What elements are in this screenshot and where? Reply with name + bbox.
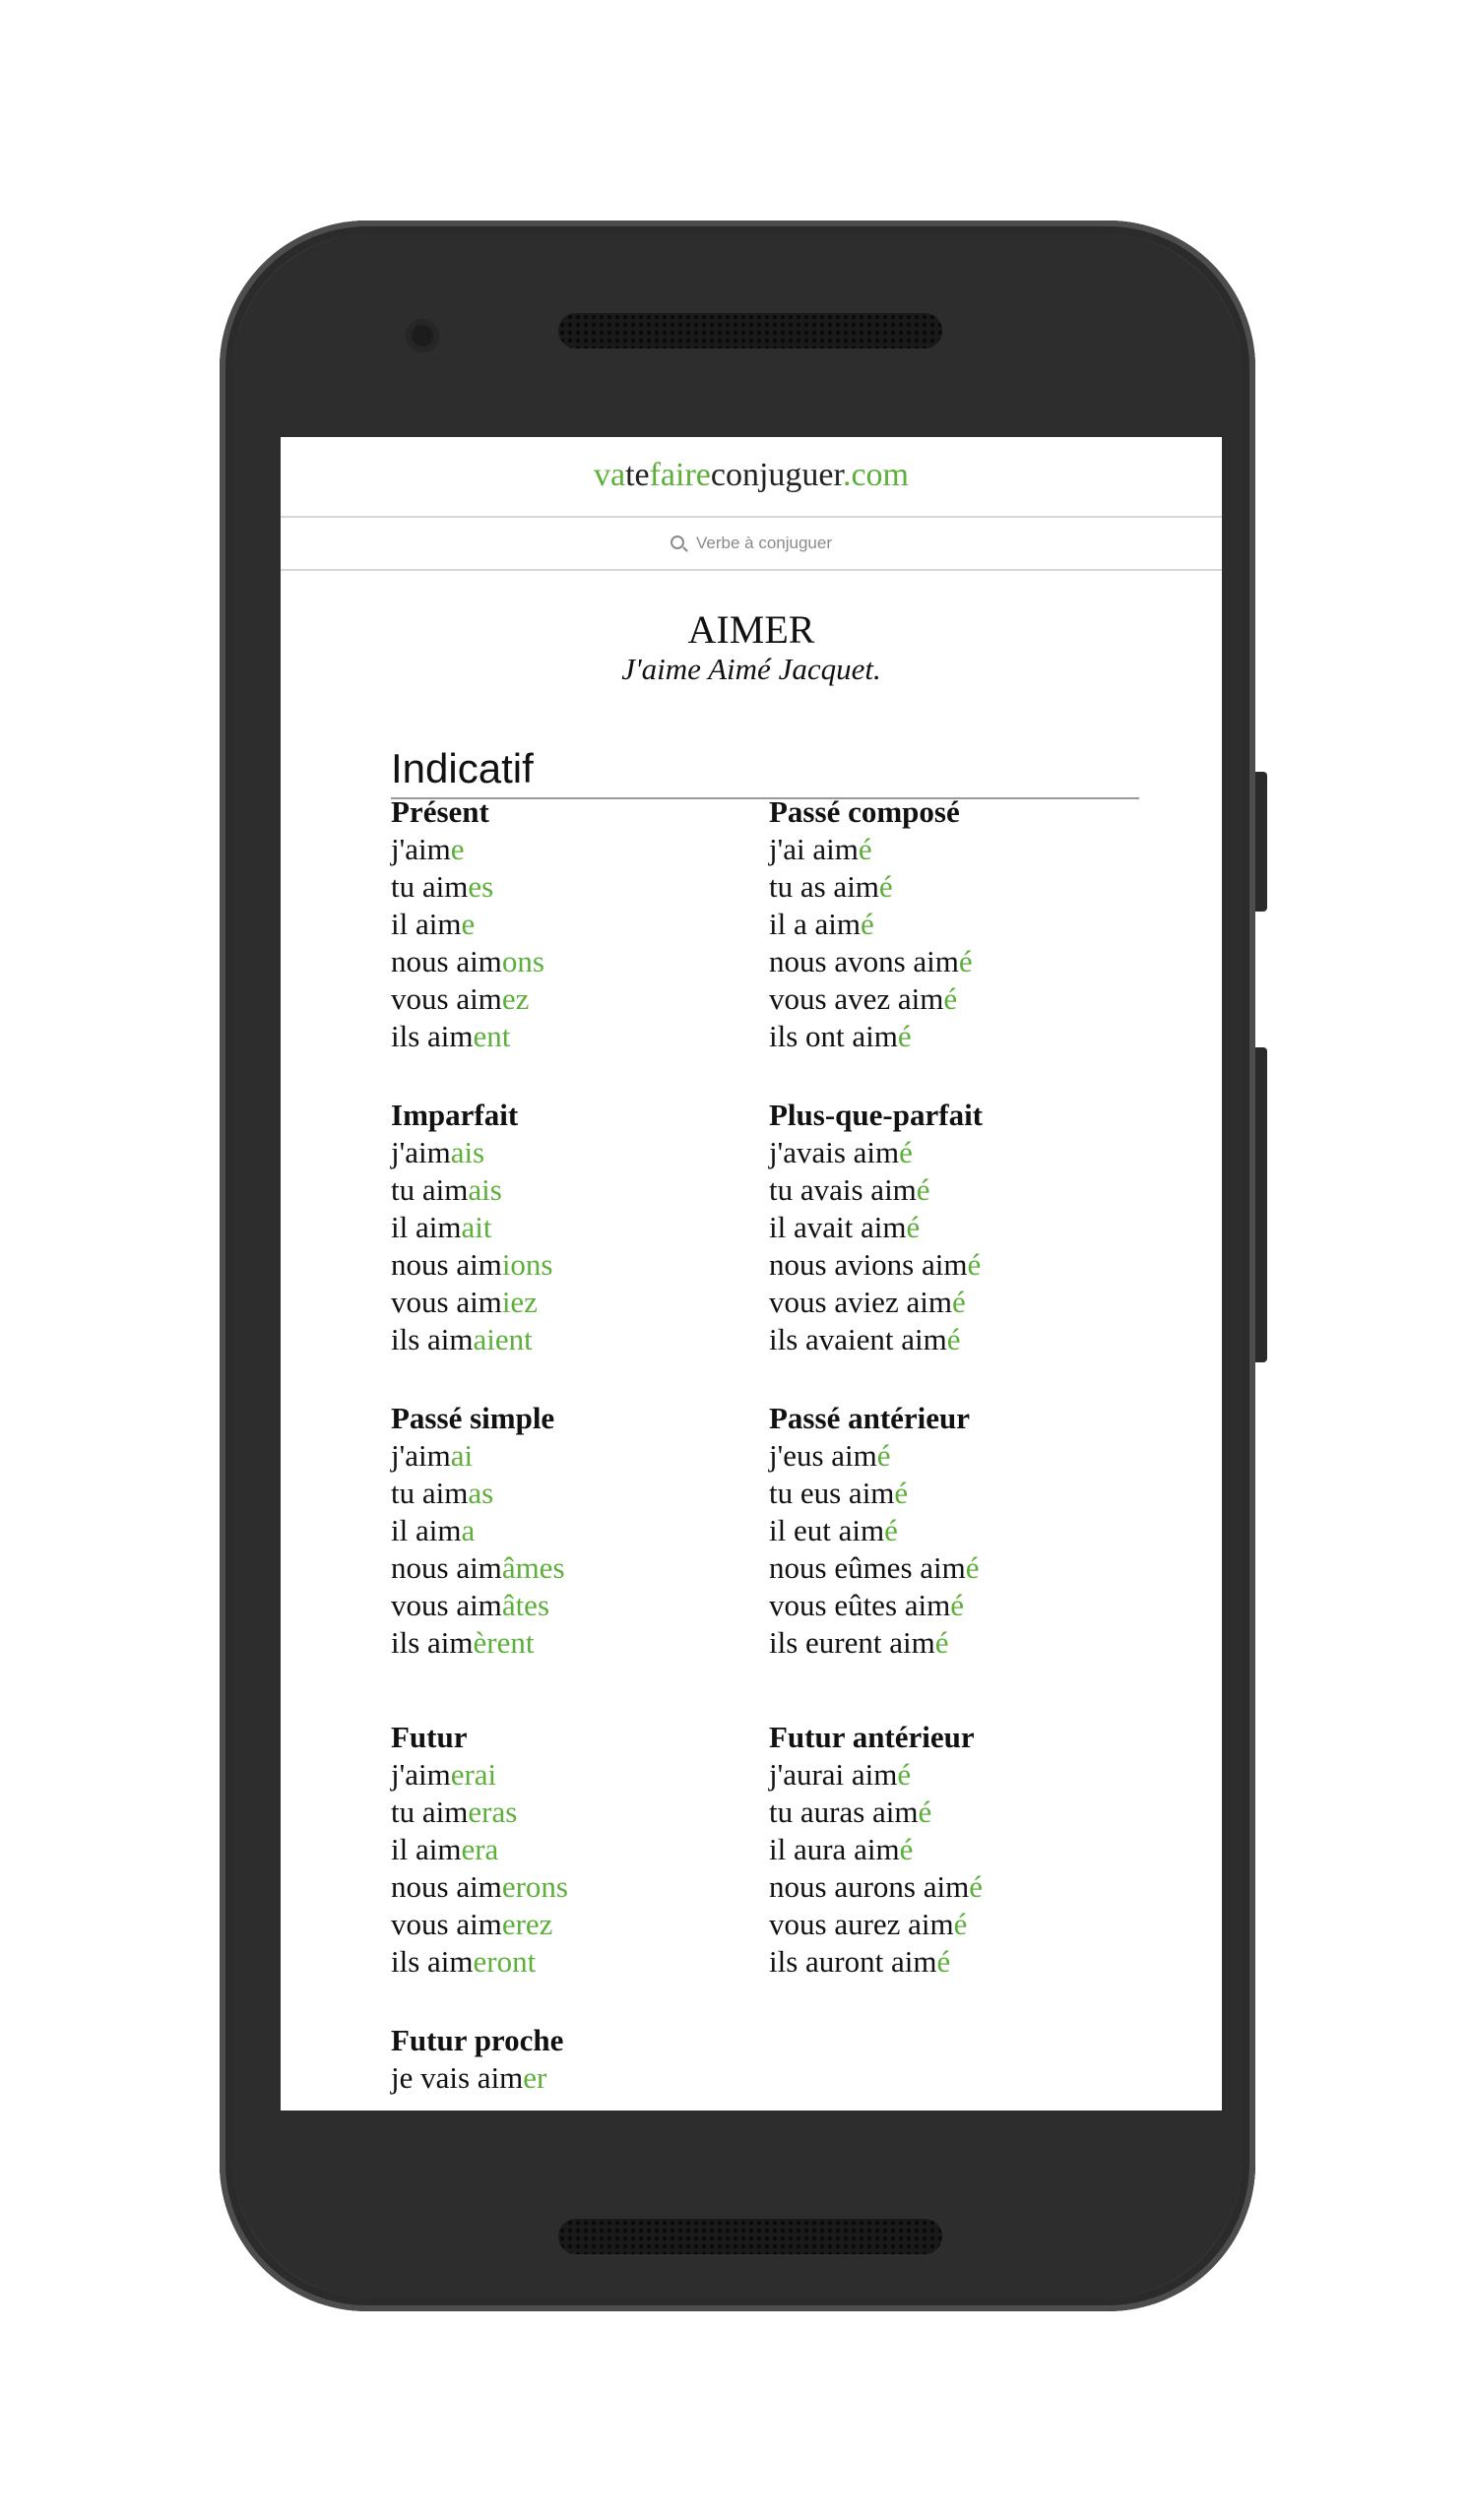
verb-stem: nous aurons aim <box>769 1869 970 1904</box>
conjugation-row <box>391 831 544 868</box>
conjugation-row <box>391 868 544 906</box>
verb-stem: je vais aim <box>391 2060 524 2095</box>
verb-stem: il avait aim <box>769 1210 907 1244</box>
verb-ending: aient <box>473 1322 533 1356</box>
conjugation-row <box>769 1624 980 1662</box>
verb-ending: e <box>461 907 476 941</box>
tense-block <box>391 1097 553 1358</box>
verb-stem: j'aim <box>391 1757 451 1792</box>
verb-stem: vous avez aim <box>769 981 944 1016</box>
verb-stem: nous aim <box>391 1247 502 1282</box>
verb-ending: ait <box>461 1210 492 1244</box>
conjugation-row <box>769 1321 983 1358</box>
tense-name: Passé antérieur <box>769 1401 971 1435</box>
tense-name: Futur proche <box>391 2023 564 2057</box>
verb-ending: eras <box>468 1795 518 1829</box>
verb-stem: tu aim <box>391 869 469 904</box>
conjugation-row <box>769 1209 983 1246</box>
verb-stem: vous aim <box>391 981 502 1016</box>
verb-stem: nous avions aim <box>769 1247 968 1282</box>
verb-ending: é <box>858 832 872 866</box>
verb-ending: é <box>894 1476 909 1510</box>
verb-ending: e <box>450 832 465 866</box>
verb-ending: é <box>897 1757 912 1792</box>
conjugation-row <box>769 1756 983 1794</box>
bottom-speaker <box>558 2219 942 2254</box>
verb-stem: j'ai aim <box>769 832 859 866</box>
verb-stem: nous eûmes aim <box>769 1550 966 1585</box>
verb-ending: ons <box>501 944 544 978</box>
conjugation-row <box>391 1624 565 1662</box>
verb-ending: ions <box>501 1247 553 1282</box>
conjugation-row <box>391 906 544 943</box>
conjugation-row <box>769 831 973 868</box>
conjugation-row <box>391 1284 553 1321</box>
verb-stem: tu eus aim <box>769 1476 895 1510</box>
verb-ending: ez <box>501 981 530 1016</box>
verb-stem: ils avaient aim <box>769 1322 947 1356</box>
verb-ending: a <box>461 1513 476 1547</box>
phone-frame <box>220 220 1255 2311</box>
conjugation-row <box>391 1171 553 1209</box>
verb-ending: èrent <box>473 1625 535 1660</box>
tense-block <box>769 1400 980 1662</box>
tense-name: Futur antérieur <box>769 1720 975 1754</box>
verb-ending: é <box>950 1588 965 1622</box>
verb-stem: tu aim <box>391 1476 469 1510</box>
verb-stem: vous aim <box>391 1285 502 1319</box>
verb-ending: é <box>878 869 893 904</box>
conjugation-row <box>391 1134 553 1171</box>
verb-stem: j'aim <box>391 1135 451 1169</box>
conjugation-row <box>769 1794 983 1831</box>
search-input[interactable] <box>281 518 1222 571</box>
verb-ending: erons <box>501 1869 568 1904</box>
verb-stem: tu aim <box>391 1795 469 1829</box>
tense-name: Présent <box>391 794 489 829</box>
tense-block <box>769 1719 983 1981</box>
logo-part: .com <box>842 457 910 493</box>
verb-ending: é <box>969 1869 983 1904</box>
conjugation-row <box>391 1549 565 1587</box>
tense-block <box>769 793 973 1055</box>
tense-name: Passé simple <box>391 1401 555 1435</box>
verb-stem: vous eûtes aim <box>769 1588 951 1622</box>
conjugation-row <box>769 1906 983 1943</box>
conjugation-row <box>391 1209 553 1246</box>
verb-ending: é <box>918 1795 932 1829</box>
verb-stem: il aim <box>391 907 462 941</box>
verb-ending: é <box>936 1944 951 1979</box>
verb-ending: é <box>899 1832 914 1866</box>
tense-name: Plus-que-parfait <box>769 1098 983 1132</box>
verb-stem: nous avons aim <box>769 944 959 978</box>
verb-ending: erez <box>501 1907 553 1941</box>
conjugation-row <box>769 868 973 906</box>
conjugation-row <box>769 906 973 943</box>
verb-stem: vous aviez aim <box>769 1285 952 1319</box>
site-logo-link[interactable] <box>594 457 909 493</box>
conjugation-row <box>391 980 544 1018</box>
verb-stem: j'avais aim <box>769 1135 900 1169</box>
conjugation-row <box>769 1284 983 1321</box>
conjugation-row <box>391 1906 568 1943</box>
conjugation-row <box>391 1512 565 1549</box>
verb-stem: nous aim <box>391 1869 502 1904</box>
verb-ending: ai <box>450 1438 474 1473</box>
tense-block <box>391 1400 565 1662</box>
conjugation-row <box>391 1321 553 1358</box>
conjugation-row <box>391 1794 568 1831</box>
logo-part: conjuguer <box>710 457 843 493</box>
conjugation-row <box>391 1437 565 1475</box>
tense-block <box>391 1719 568 1981</box>
tense-block <box>391 2022 563 2097</box>
conjugation-row <box>769 1831 983 1868</box>
screen <box>281 437 1222 2110</box>
verb-stem: tu auras aim <box>769 1795 919 1829</box>
conjugation-row <box>391 1868 568 1906</box>
conjugation-row <box>391 943 544 980</box>
tense-block <box>769 1097 983 1358</box>
tense-name: Futur <box>391 1720 468 1754</box>
verb-ending: é <box>916 1172 930 1207</box>
conjugation-row <box>391 1587 565 1624</box>
verb-ending: es <box>468 869 494 904</box>
verb-ending: as <box>468 1476 494 1510</box>
verb-ending: erai <box>450 1757 497 1792</box>
verb-ending: é <box>951 1285 966 1319</box>
verb-ending: er <box>523 2060 547 2095</box>
verb-stem: ils eurent aim <box>769 1625 935 1660</box>
power-button <box>1255 772 1267 912</box>
verb-stem: vous aim <box>391 1588 502 1622</box>
verb-stem: nous aim <box>391 944 502 978</box>
verb-ending: âmes <box>501 1550 565 1585</box>
logo-part: te <box>625 457 650 493</box>
conjugation-row <box>769 1943 983 1981</box>
verb-ending: é <box>946 1322 961 1356</box>
verb-stem: il a aim <box>769 907 861 941</box>
verb-ending: é <box>943 981 958 1016</box>
verb-stem: ils auront aim <box>769 1944 937 1979</box>
conjugation-row <box>769 1246 983 1284</box>
conjugation-row <box>391 1756 568 1794</box>
verb-ending: é <box>899 1135 913 1169</box>
search-placeholder: Verbe à conjuguer <box>696 534 832 552</box>
verb-ending: é <box>967 1247 982 1282</box>
conjugation-row <box>391 1831 568 1868</box>
tense-name: Passé composé <box>769 794 960 829</box>
verb-stem: vous aurez aim <box>769 1907 954 1941</box>
verb-ending: é <box>876 1438 891 1473</box>
conjugation-row <box>769 1512 980 1549</box>
verb-ending: eront <box>473 1944 537 1979</box>
verb-quote: J'aime Aimé Jacquet. <box>621 652 881 686</box>
conjugation-row <box>769 1018 973 1055</box>
verb-stem: ils aim <box>391 1944 474 1979</box>
conjugation-row <box>769 980 973 1018</box>
conjugation-row <box>769 1134 983 1171</box>
conjugation-row <box>769 1868 983 1906</box>
verb-stem: ils aim <box>391 1625 474 1660</box>
conjugation-row <box>391 2059 563 2097</box>
volume-button <box>1255 1047 1267 1362</box>
verb-stem: il eut aim <box>769 1513 885 1547</box>
conjugation-row <box>391 1018 544 1055</box>
verb-ending: é <box>860 907 874 941</box>
verb-stem: j'eus aim <box>769 1438 877 1473</box>
verb-ending: ais <box>468 1172 502 1207</box>
logo-part: va <box>593 457 626 493</box>
verb-title: AIMER <box>687 607 815 652</box>
earpiece-speaker <box>558 313 942 348</box>
verb-ending: é <box>897 1019 912 1053</box>
verb-ending: é <box>958 944 973 978</box>
search-icon <box>671 536 684 549</box>
verb-stem: vous aim <box>391 1907 502 1941</box>
verb-stem: il aim <box>391 1513 462 1547</box>
verb-stem: ils aim <box>391 1019 474 1053</box>
verb-stem: tu aim <box>391 1172 469 1207</box>
conjugation-row <box>769 1437 980 1475</box>
verb-ending: é <box>906 1210 921 1244</box>
verb-stem: j'aurai aim <box>769 1757 898 1792</box>
verb-ending: é <box>953 1907 968 1941</box>
verb-stem: nous aim <box>391 1550 502 1585</box>
conjugation-row <box>391 1246 553 1284</box>
conjugation-row <box>769 1171 983 1209</box>
verb-ending: ent <box>473 1019 511 1053</box>
mood-heading: Indicatif <box>391 742 1139 799</box>
verb-stem: il aura aim <box>769 1832 900 1866</box>
verb-stem: ils ont aim <box>769 1019 898 1053</box>
conjugation-row <box>769 1475 980 1512</box>
phone-bezel <box>233 234 1242 2298</box>
verb-ending: iez <box>501 1285 538 1319</box>
conjugation-row <box>769 1549 980 1587</box>
verb-ending: é <box>884 1513 898 1547</box>
verb-stem: il aim <box>391 1832 462 1866</box>
conjugation-row <box>391 1475 565 1512</box>
conjugation-row <box>391 1943 568 1981</box>
front-camera-icon <box>406 319 439 352</box>
verb-ending: era <box>461 1832 499 1866</box>
logo-part: faire <box>649 457 711 493</box>
verb-stem: ils aim <box>391 1322 474 1356</box>
site-header <box>281 437 1222 518</box>
verb-ending: ais <box>450 1135 485 1169</box>
tense-block <box>391 793 544 1055</box>
conjugation-row <box>769 1587 980 1624</box>
verb-stem: il aim <box>391 1210 462 1244</box>
verb-ending: âtes <box>501 1588 550 1622</box>
verb-stem: j'aim <box>391 1438 451 1473</box>
verb-ending: é <box>934 1625 949 1660</box>
conjugation-row <box>769 943 973 980</box>
verb-ending: é <box>965 1550 980 1585</box>
tense-name: Imparfait <box>391 1098 519 1132</box>
verb-stem: tu avais aim <box>769 1172 917 1207</box>
verb-stem: tu as aim <box>769 869 879 904</box>
verb-stem: j'aim <box>391 832 451 866</box>
